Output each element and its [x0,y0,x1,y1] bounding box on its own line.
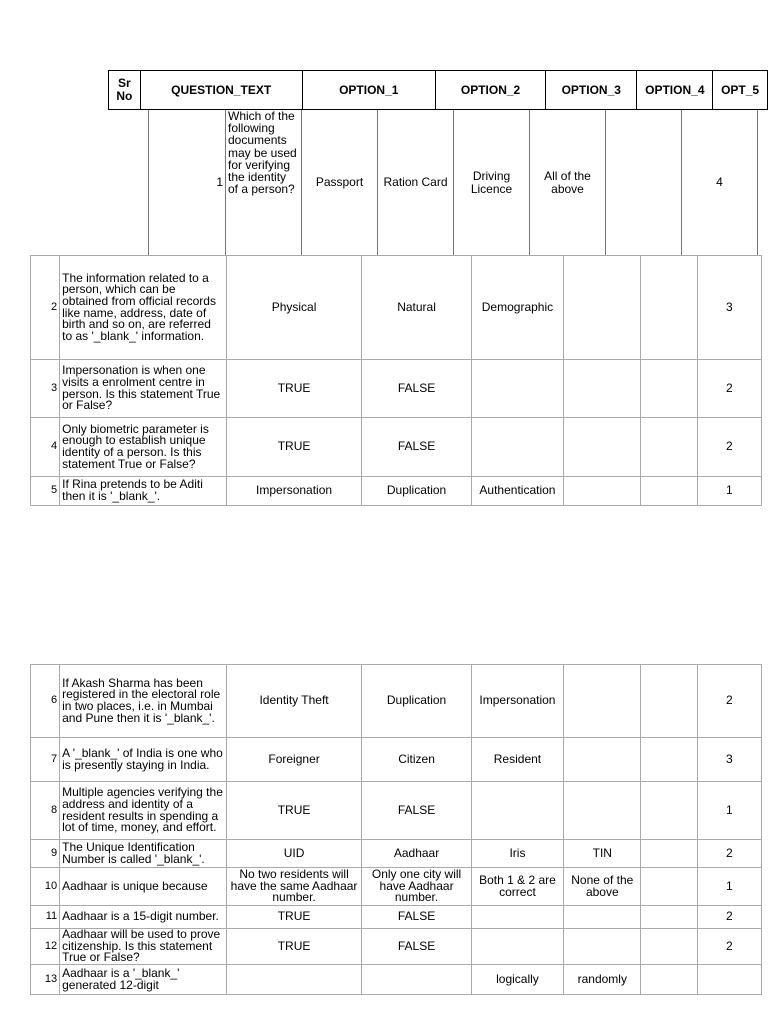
option-5 [641,418,697,477]
question-text: Aadhaar is a '_blank_' generated 12-digit [60,965,227,995]
option-3: Both 1 & 2 are correct [471,868,563,906]
table-row [31,906,762,929]
question-text: Aadhaar will be used to prove citizenship. Is this statement True or False? [60,929,227,965]
question-text: If Rina pretends to be Aditi then it is '_blank_'. [60,477,227,506]
question-text: Aadhaar is a 15-digit number. [60,906,227,929]
option-1: TRUE [226,360,362,418]
question-number: 13 [31,965,60,995]
option-3 [471,360,563,418]
header-sr-no: Sr No [109,71,141,110]
option-1: No two residents will have the same Aadhaar number. [226,868,362,906]
header-table [108,70,768,110]
question-text: The Unique Identification Number is called '_blank_'. [60,840,227,868]
option-1: Impersonation [226,477,362,506]
option-4 [564,782,641,840]
question-text: Impersonation is when one visits a enrolment centre in person. Is this statement True or False? [60,360,227,418]
question-table-b [30,664,762,995]
header-row [109,71,768,110]
option-5 [641,840,697,868]
answer: 1 [697,782,761,840]
header-question-text: QUESTION_TEXT [140,71,302,110]
option-4: TIN [564,840,641,868]
option-5 [641,906,697,929]
option-5 [641,868,697,906]
question-number: 10 [31,868,60,906]
question-number: 3 [31,360,60,418]
option-1: Passport [302,110,378,255]
option-4: None of the above [564,868,641,906]
option-1: TRUE [226,418,362,477]
question-number: 9 [31,840,60,868]
question-number: 8 [31,782,60,840]
option-3: Impersonation [471,665,563,738]
option-2: Citizen [362,738,471,782]
question-table-a [30,255,762,506]
question-row-1 [148,110,758,255]
option-2: FALSE [362,360,471,418]
option-5 [641,665,697,738]
option-5 [641,965,697,995]
question-number: 7 [31,738,60,782]
option-4: All of the above [530,110,606,255]
table-row [31,256,762,360]
option-2: Aadhaar [362,840,471,868]
option-4 [564,906,641,929]
option-4 [564,256,641,360]
answer [697,965,761,995]
answer: 2 [697,840,761,868]
option-1: TRUE [226,782,362,840]
question-number: 12 [31,929,60,965]
option-1: UID [226,840,362,868]
table-row [31,965,762,995]
option-1: Foreigner [226,738,362,782]
answer: 2 [697,360,761,418]
question-number: 1 [149,110,226,255]
option-3: Demographic [471,256,563,360]
option-3: Driving Licence [454,110,530,255]
option-3 [471,782,563,840]
option-4 [564,665,641,738]
option-1 [226,965,362,995]
option-3: Resident [471,738,563,782]
option-4 [564,738,641,782]
table-row [31,360,762,418]
answer: 3 [697,256,761,360]
header-opt-5: OPT_5 [713,71,768,110]
question-number: 4 [31,418,60,477]
option-3: logically [471,965,563,995]
option-4 [564,418,641,477]
option-2: FALSE [362,782,471,840]
answer: 2 [697,906,761,929]
answer: 2 [697,665,761,738]
option-5 [641,256,697,360]
option-1: Physical [226,256,362,360]
answer: 4 [682,110,758,255]
option-2: Natural [362,256,471,360]
header-option-1: OPTION_1 [302,71,436,110]
option-1: Identity Theft [226,665,362,738]
option-3 [471,929,563,965]
question-text: Which of the following documents may be used for verifying the identity of a person? [226,110,302,255]
table-row [31,868,762,906]
question-text: If Akash Sharma has been registered in the electoral role in two places, i.e. in Mumbai and Pune then it is '_blank_'. [60,665,227,738]
table-row [31,840,762,868]
header-option-2: OPTION_2 [436,71,546,110]
answer: 1 [697,868,761,906]
option-2: FALSE [362,906,471,929]
option-5 [641,738,697,782]
question-number: 11 [31,906,60,929]
answer: 3 [697,738,761,782]
question-number: 2 [31,256,60,360]
question-text: Multiple agencies verifying the address and identity of a resident results in spending a lot of time, money, and effort. [60,782,227,840]
option-2: Only one city will have Aadhaar number. [362,868,471,906]
option-3: Authentication [471,477,563,506]
option-5 [641,929,697,965]
option-5 [641,477,697,506]
option-4 [564,477,641,506]
header-option-4: OPTION_4 [637,71,713,110]
option-3 [471,418,563,477]
option-1: TRUE [226,906,362,929]
answer: 2 [697,418,761,477]
option-2: Duplication [362,477,471,506]
answer: 2 [697,929,761,965]
question-text: Only biometric parameter is enough to establish unique identity of a person. Is this statement True or False? [60,418,227,477]
table-row [31,477,762,506]
question-text: The information related to a person, which can be obtained from official records like name, address, date of birth and so on, are referred to as '_blank_' information. [60,256,227,360]
table-row [31,665,762,738]
table-row [31,738,762,782]
option-2: Duplication [362,665,471,738]
option-3 [471,906,563,929]
option-2 [362,965,471,995]
table-row [31,418,762,477]
option-2: Ration Card [378,110,454,255]
question-number: 6 [31,665,60,738]
option-5 [606,110,682,255]
option-3: Iris [471,840,563,868]
question-text: A '_blank_' of India is one who is presently staying in India. [60,738,227,782]
option-5 [641,360,697,418]
option-4 [564,360,641,418]
option-4 [564,929,641,965]
question-number: 5 [31,477,60,506]
answer: 1 [697,477,761,506]
option-1: TRUE [226,929,362,965]
option-2: FALSE [362,418,471,477]
option-2: FALSE [362,929,471,965]
table-row [31,782,762,840]
option-5 [641,782,697,840]
option-4: randomly [564,965,641,995]
header-option-3: OPTION_3 [546,71,637,110]
question-text: Aadhaar is unique because [60,868,227,906]
table-row [31,929,762,965]
